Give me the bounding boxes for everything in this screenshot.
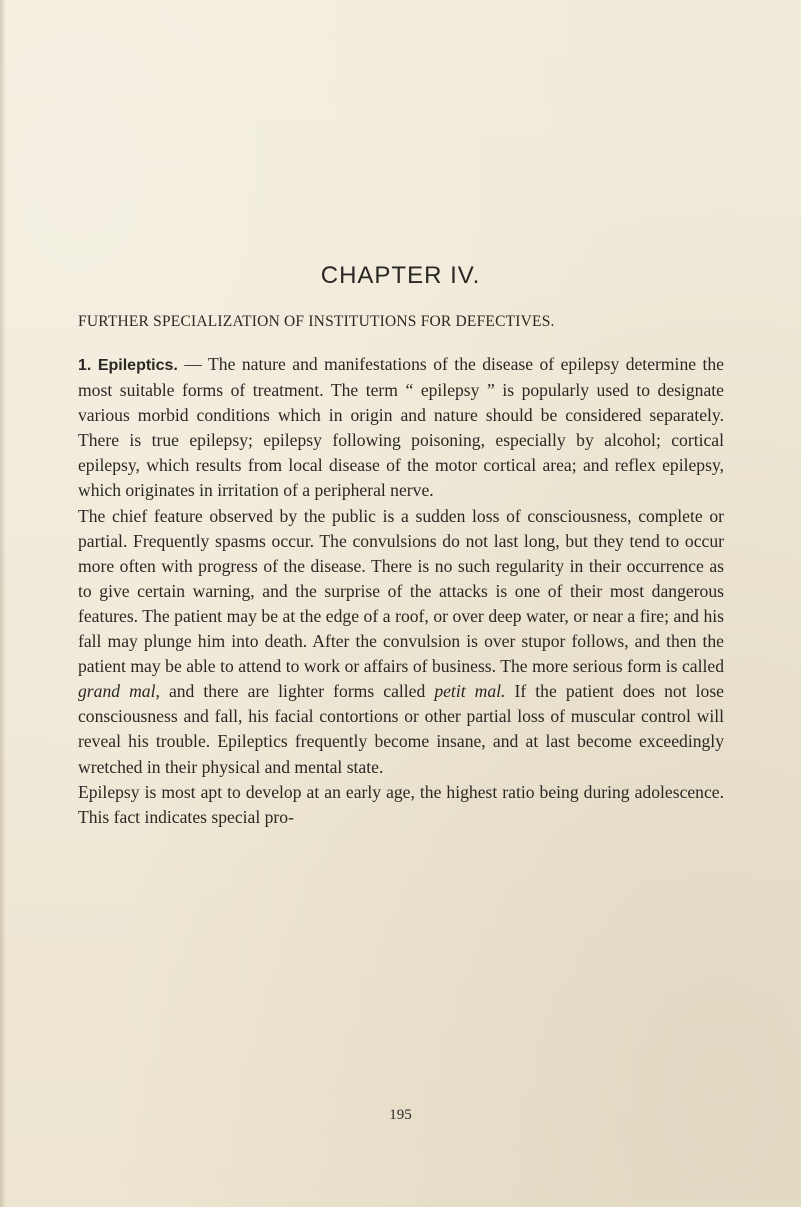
paragraph-early-age: Epilepsy is most apt to develop at an early age, the highest ratio being during adolescence. This fact indicates special pro- [78,781,724,827]
paragraph-chief-feature-text-a: The chief feature observed by the public is a sudden loss of consciousness, complete or partial. Frequently spasms occur. The convulsions do not last long, but they tend to occur more often with progress of the disease. There is no such regularity in their occurrence as to give certain warning, and the surprise of the attacks is one of their most dangerous features. The patient may be at the edge of a roof, or over deep water, or near a fire; and his fall may plunge him into death. After the convulsion is over stupor follows, and then the patient may be able to attend to work or affairs of business. The more serious form is called [78,505,724,677]
chapter-subtitle: FURTHER SPECIALIZATION OF INSTITUTIONS FOR DEFECTIVES. [78,313,555,330]
page-number: 195 [389,1107,412,1123]
paragraph-chief-feature [78,504,724,780]
paragraph-epileptics [78,352,724,504]
page-binding-shadow [0,0,6,1207]
section-label: 1. Epileptics. [78,357,178,374]
body-text [78,352,724,830]
term-grand-mal: grand mal, [78,681,160,702]
paragraph-chief-feature-text-b: and there are lighter forms called [159,681,435,702]
term-petit-mal: petit mal. [434,681,506,702]
paragraph-chief-feature-text-c: If the patient does not lose consciousness and fall, his facial contortions or other partial loss of muscular control will reveal his trouble. Epileptics frequently become insane, and at last become exceedingly wretched in their physical and mental state. [78,681,724,777]
chapter-heading: CHAPTER IV. [320,262,481,289]
paragraph-epileptics-text: — The nature and manifestations of the disease of epilepsy determine the most suitable forms of treatment. The term “ epilepsy ” is popularly used to designate various morbid conditions which in origin and nature should be considered separately. There is true epilepsy; epilepsy following poisoning, especially by alcohol; cortical epilepsy, which results from local disease of the motor cortical area; and reflex epilepsy, which originates in irritation of a peripheral nerve. [78,354,724,501]
